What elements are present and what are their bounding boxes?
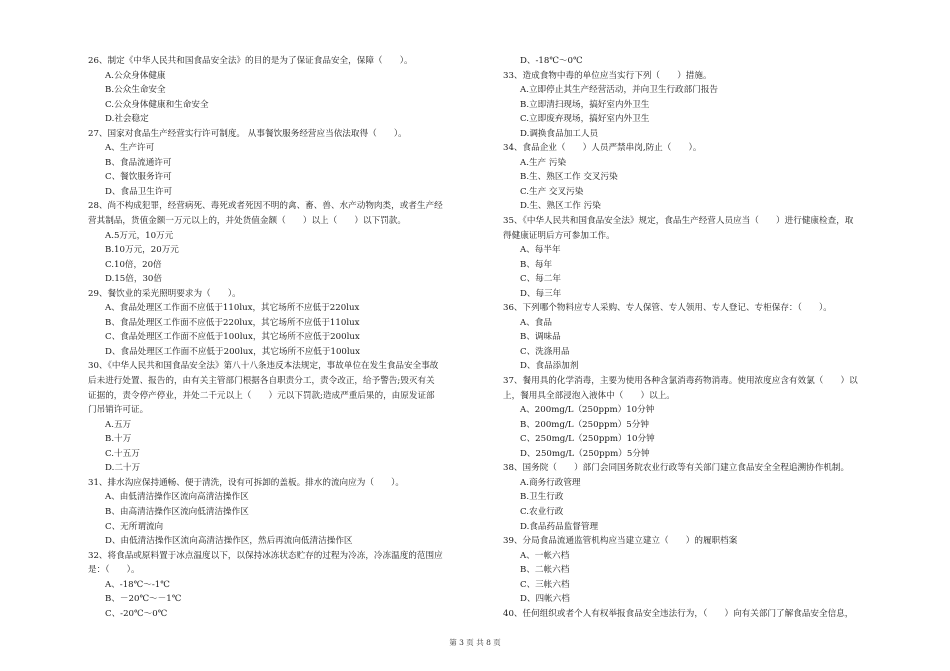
question-text: 是：（ ）。: [88, 565, 140, 576]
answer-option: B、每年: [520, 259, 553, 270]
answer-option: B.10万元，20万元: [105, 245, 179, 256]
answer-option: C、250mg/L（250ppm）10分钟: [520, 434, 655, 445]
question-text: 30、《中华人民共和国食品安全法》第八十八条违反本法规定，事故单位在发生食品安全事故: [88, 361, 439, 372]
answer-option: B、－20℃～－1℃: [105, 594, 182, 605]
answer-option: B、食品处理区工作面不应低于220lux，其它场所不应低于110lux: [105, 317, 360, 328]
answer-option: D.二十万: [105, 463, 141, 474]
answer-option: A、食品: [520, 317, 552, 328]
answer-option: C、-20℃～0℃: [105, 608, 168, 619]
answer-option: A、一帐六档: [520, 550, 570, 561]
answer-option: D.社会稳定: [105, 114, 149, 125]
answer-option: B.生、熟区工作 交叉污染: [520, 172, 618, 183]
answer-option: A.商务行政管理: [520, 477, 581, 488]
answer-option: D.调换食品加工人员: [520, 128, 599, 139]
answer-option: B、调味品: [520, 332, 561, 343]
question-text: 证据的，责令停产停业，并处二千元以上（ ）元以下罚款;造成严重后果的，由原发证部: [88, 390, 435, 401]
answer-option: C、洗涤用品: [520, 346, 570, 357]
answer-option: A、每半年: [520, 245, 561, 256]
answer-option: D.15倍，30倍: [105, 274, 162, 285]
answer-option: A、200mg/L（250ppm）10分钟: [520, 405, 655, 416]
answer-option: B.卫生行政: [520, 492, 564, 503]
question-text: 32、将食品或原料置于冰点温度以下，以保持冰冻状态贮存的过程为冷冻，冷冻温度的范围应: [88, 550, 443, 561]
question-text: 34、食品企业（ ）人员严禁串岗,防止（ ）。: [503, 143, 702, 154]
answer-option: B.公众生命安全: [105, 85, 166, 96]
question-text: 31、排水沟应保持通畅、便于清洗，设有可拆卸的盖板。排水的流向应为（ ）。: [88, 477, 405, 488]
question-text: 28、尚不构成犯罪，经营病死、毒死或者死因不明的禽、畜、兽、水产动物肉类，或者生产经: [88, 201, 443, 212]
answer-option: C、餐饮服务许可: [105, 172, 172, 183]
question-text: 37、餐用具的化学消毒，主要为使用各种含氯消毒药物消毒。使用浓度应含有效氯（ ）以: [503, 376, 858, 387]
answer-option: D、食品添加剂: [520, 361, 579, 372]
question-text: 39、分局食品流通监管机构应当建立建立（ ）的履职档案: [503, 536, 738, 547]
question-text: 35、《中华人民共和国食品安全法》规定，食品生产经营人员应当（ ）进行健康检查，取: [503, 216, 854, 227]
answer-option: A.立即停止其生产经营活动，并向卫生行政部门报告: [520, 85, 719, 96]
answer-option: C、三帐六档: [520, 579, 570, 590]
question-text: 27、国家对食品生产经营实行许可制度。 从事餐饮服务经营应当依法取得（ ）。: [88, 128, 407, 139]
answer-option: C.公众身体健康和生命安全: [105, 99, 209, 110]
question-text: 门吊销许可证。: [88, 405, 149, 416]
answer-option: A.公众身体健康: [105, 70, 166, 81]
answer-option: B、食品流通许可: [105, 157, 172, 168]
question-text: 36、下列哪个物料应专人采购、专人保管、专人领用、专人登记、专柜保存：（ ）。: [503, 303, 832, 314]
question-text: 后未进行处置、报告的，由有关主管部门根据各自职责分工，责令改正，给予警告;毁灭有关: [88, 376, 435, 387]
question-text: 40、任何组织或者个人有权举报食品安全违法行为，（ ）向有关部门了解食品安全信息，: [503, 608, 854, 619]
answer-option: C.立即废弃现场，搞好室内外卫生: [520, 114, 650, 125]
answer-option: A.生产 污染: [520, 157, 567, 168]
answer-option: D.生、熟区工作 污染: [520, 201, 601, 212]
answer-option: B.立即清扫现场，搞好室内外卫生: [520, 99, 650, 110]
answer-option: D、250mg/L（250ppm）5分钟: [520, 448, 650, 459]
question-text: 38、国务院（ ）部门会同国务院农业行政等有关部门建立食品安全全程追溯协作机制。: [503, 463, 850, 474]
answer-option: B、由高清洁操作区流向低清洁操作区: [105, 506, 249, 517]
answer-option: A、-18℃～-1℃: [105, 579, 170, 590]
answer-option: A.5万元，10万元: [105, 230, 174, 241]
answer-option: D、由低清洁操作区流向高清洁操作区，然后再流向低清洁操作区: [105, 536, 353, 547]
answer-option: D、食品处理区工作面不应低于200lux，其它场所不应低于100lux: [105, 346, 361, 357]
answer-option: A、生产许可: [105, 143, 155, 154]
answer-option: D、食品卫生许可: [105, 186, 173, 197]
question-text: 营其制品，货值金额一万元以上的，并处货值金额（ ）以上（ ）以下罚款。: [88, 216, 406, 227]
answer-option: A、由低清洁操作区流向高清洁操作区: [105, 492, 249, 503]
question-text: 得健康证明后方可参加工作。: [503, 230, 615, 241]
answer-option: C、无所谓流向: [105, 521, 164, 532]
answer-option: A、食品处理区工作面不应低于110lux，其它场所不应低于220lux: [105, 303, 360, 314]
answer-option: D、-18℃～0℃: [520, 56, 583, 66]
answer-option: C.农业行政: [520, 506, 564, 517]
answer-option: C、每二年: [520, 274, 561, 285]
question-text: 33、造成食物中毒的单位应当实行下列（ ）措施。: [503, 70, 712, 81]
question-text: 上，餐用具全部浸泡入液体中（ ）以上。: [503, 390, 675, 401]
answer-option: C.生产 交叉污染: [520, 186, 584, 197]
answer-option: B.十万: [105, 434, 132, 445]
right-column: [503, 54, 893, 621]
answer-option: B、200mg/L（250ppm）5分钟: [520, 419, 649, 430]
question-text: 29、餐饮业的采光照明要求为（ ）。: [88, 288, 241, 299]
answer-option: B、二帐六档: [520, 565, 570, 576]
answer-option: D、每三年: [520, 288, 562, 299]
answer-option: C.10倍，20倍: [105, 259, 162, 270]
answer-option: C.十五万: [105, 448, 140, 459]
question-text: 26、制定《中华人民共和国食品安全法》的目的是为了保证食品安全，保障（ ）。: [88, 56, 413, 66]
answer-option: C、食品处理区工作面不应低于100lux，其它场所不应低于200lux: [105, 332, 360, 343]
answer-option: A.五万: [105, 419, 132, 430]
answer-option: D.食品药品监督管理: [520, 521, 599, 532]
page-footer: 第 3 页 共 8 页: [449, 638, 501, 647]
answer-option: D、四帐六档: [520, 594, 570, 605]
left-column: [88, 54, 488, 621]
